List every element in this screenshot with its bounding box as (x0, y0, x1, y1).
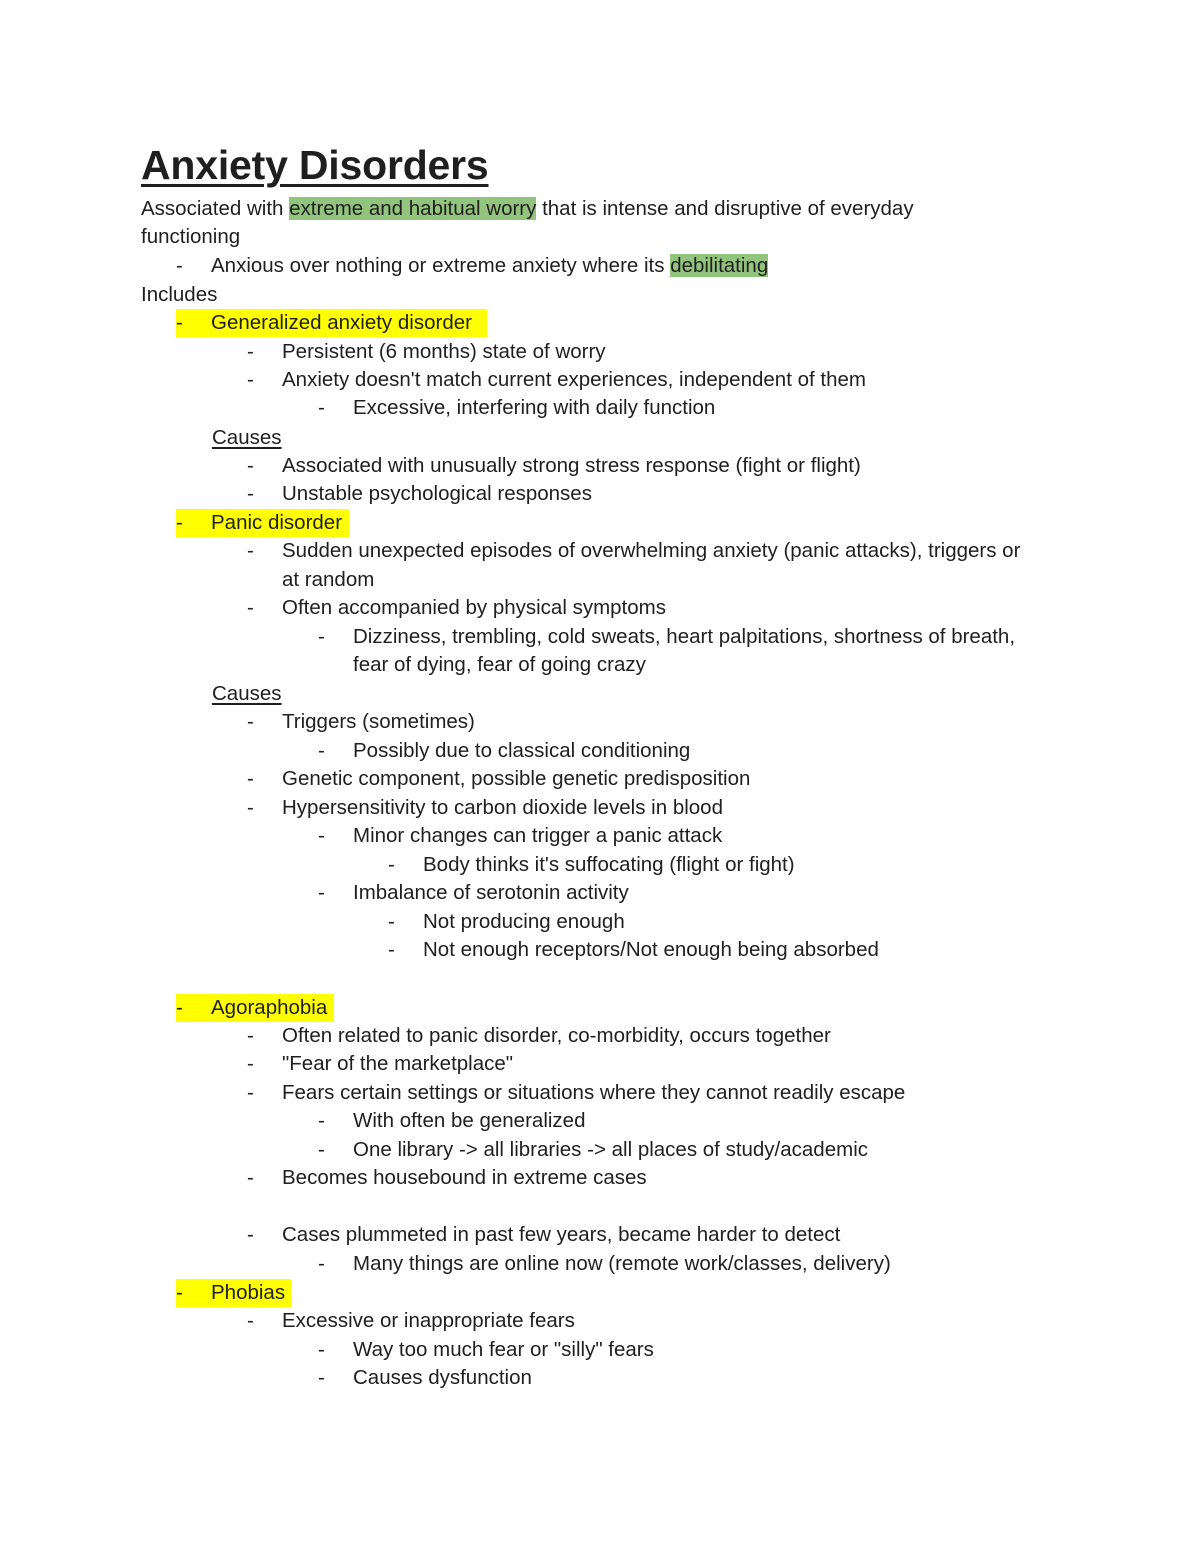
bullet-dash: - (247, 539, 254, 562)
bullet-dash: - (318, 739, 325, 762)
causes-label: Causes (212, 682, 282, 705)
list-item-text: Not producing enough (423, 910, 625, 933)
list-item-continuation: at random (282, 568, 375, 591)
list-item-text: One library -> all libraries -> all places of study/academic (353, 1138, 868, 1161)
list-item-text: Genetic component, possible genetic predisposition (282, 767, 751, 790)
list-item-text: Triggers (sometimes) (282, 710, 475, 733)
phobias-heading-text: Phobias (211, 1281, 286, 1304)
bullet-dash: - (247, 1166, 254, 1189)
bullet-dash: - (318, 625, 325, 648)
bullet-dash: - (247, 1081, 254, 1104)
bullet-dash: - (176, 1281, 183, 1304)
bullet-dash: - (388, 910, 395, 933)
panic-heading-text: Panic disorder (211, 511, 343, 534)
bullet-dash: - (176, 996, 183, 1019)
bullet-dash: - (247, 340, 254, 363)
bullet-dash: - (318, 396, 325, 419)
list-item-text: Causes dysfunction (353, 1366, 532, 1389)
heading-panic (176, 509, 349, 537)
bullet-dash: - (247, 454, 254, 477)
bullet-dash: - (247, 368, 254, 391)
intro-line-2: functioning (141, 225, 241, 248)
bullet-dash: - (176, 511, 183, 534)
list-item-text: Imbalance of serotonin activity (353, 881, 629, 904)
list-item-continuation: fear of dying, fear of going crazy (353, 653, 646, 676)
list-item-text: Dizziness, trembling, cold sweats, heart palpitations, shortness of breath, (353, 625, 1016, 648)
bullet-dash: - (388, 853, 395, 876)
list-item-text: Anxiety doesn't match current experiences, independent of them (282, 368, 866, 391)
bullet-dash: - (318, 1366, 325, 1389)
bullet-dash: - (318, 1138, 325, 1161)
bullet-dash: - (247, 1052, 254, 1075)
bullet-dash: - (176, 311, 183, 334)
list-item-text: Associated with unusually strong stress response (fight or flight) (282, 454, 861, 477)
list-item-text: Many things are online now (remote work/classes, delivery) (353, 1252, 891, 1275)
bullet-dash: - (247, 1024, 254, 1047)
agoraphobia-heading-text: Agoraphobia (211, 996, 328, 1019)
bullet-dash: - (247, 1223, 254, 1246)
heading-agoraphobia (176, 994, 334, 1022)
list-item-text: Excessive or inappropriate fears (282, 1309, 575, 1332)
heading-gad (176, 309, 487, 337)
includes-label: Includes (141, 283, 218, 306)
bullet-dash: - (247, 596, 254, 619)
bullet-dash: - (247, 482, 254, 505)
list-item-text: Persistent (6 months) state of worry (282, 340, 606, 363)
list-item-text: Not enough receptors/Not enough being absorbed (423, 938, 879, 961)
list-item-text: Hypersensitivity to carbon dioxide levels in blood (282, 796, 723, 819)
list-item-text: Possibly due to classical conditioning (353, 739, 691, 762)
list-item-text: Fears certain settings or situations where they cannot readily escape (282, 1081, 906, 1104)
list-item-text: "Fear of the marketplace" (282, 1052, 514, 1075)
bullet-dash: - (318, 881, 325, 904)
intro-line-1 (141, 195, 914, 223)
bullet-dash: - (318, 824, 325, 847)
gad-heading-text: Generalized anxiety disorder (211, 311, 472, 334)
list-item-text: Becomes housebound in extreme cases (282, 1166, 647, 1189)
intro-text-cont: that is intense and disruptive of everyday (536, 197, 914, 220)
list-item-text: Unstable psychological responses (282, 482, 592, 505)
bullet-dash: - (388, 938, 395, 961)
list-item-text: Often related to panic disorder, co-morbidity, occurs together (282, 1024, 831, 1047)
bullet-dash: - (247, 710, 254, 733)
bullet-dash: - (247, 796, 254, 819)
list-item-text: Cases plummeted in past few years, became harder to detect (282, 1223, 841, 1246)
bullet-dash: - (318, 1109, 325, 1132)
bullet-dash: - (247, 767, 254, 790)
page-title: Anxiety Disorders (141, 142, 489, 188)
list-item-text: Excessive, interfering with daily function (353, 396, 716, 419)
highlight-extreme-worry: extreme and habitual worry (289, 197, 537, 220)
list-item-text: Minor changes can trigger a panic attack (353, 824, 723, 847)
heading-phobias (176, 1279, 291, 1307)
list-item-text: With often be generalized (353, 1109, 586, 1132)
list-item-text: Sudden unexpected episodes of overwhelming anxiety (panic attacks), triggers or (282, 539, 1021, 562)
intro-bullet-text: Anxious over nothing or extreme anxiety where its (211, 254, 671, 277)
bullet-dash: - (247, 1309, 254, 1332)
highlight-debilitating: debilitating (670, 254, 769, 277)
list-item-text: Often accompanied by physical symptoms (282, 596, 666, 619)
bullet-dash: - (176, 254, 183, 277)
list-item-text: Body thinks it's suffocating (flight or fight) (423, 853, 795, 876)
intro-bullet (176, 252, 876, 280)
causes-label: Causes (212, 426, 282, 449)
intro-text: Associated with (141, 197, 290, 220)
list-item-text: Way too much fear or "silly" fears (353, 1338, 654, 1361)
bullet-dash: - (318, 1252, 325, 1275)
bullet-dash: - (318, 1338, 325, 1361)
